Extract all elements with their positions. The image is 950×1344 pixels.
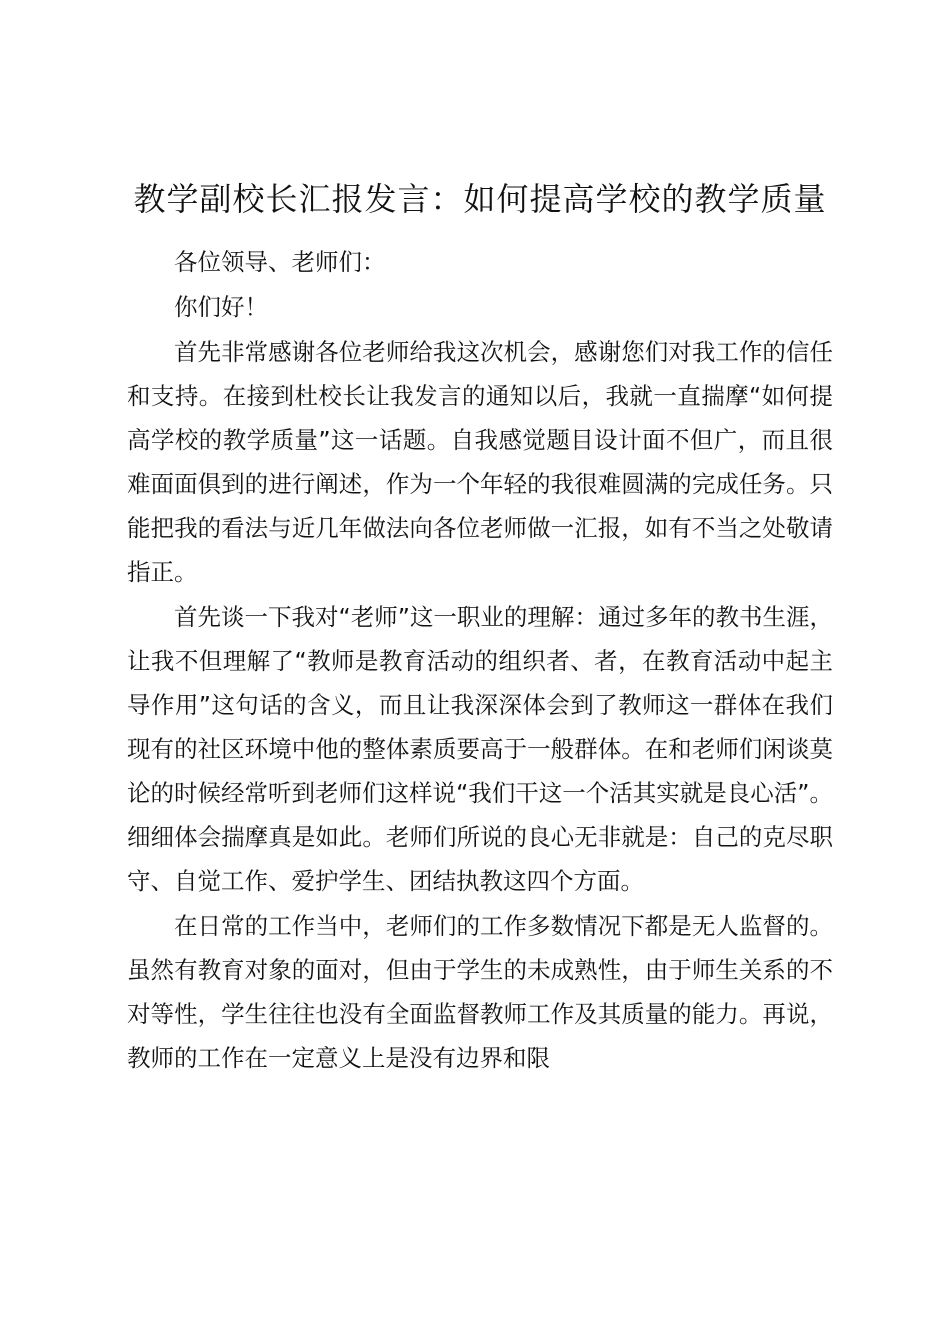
document-page	[127, 172, 833, 1081]
salutation: 各位领导、老师们：	[174, 248, 386, 276]
paragraph-1: 首先非常感谢各位老师给我这次机会，感谢您们对我工作的信任和支持。在接到杜校长让我发言的通知以后，我就一直揣摩“如何提高学校的教学质量”这一话题。自我感觉题目设计面不但广，而且很难面面俱到的进行阐述，作为一个年轻的我很难圆满的完成任务。只能把我的看法与近几年做法向各位老师做一汇报，如有不当之处敬请指正。	[127, 338, 833, 586]
paragraph-2: 首先谈一下我对“老师”这一职业的理解：通过多年的教书生涯，让我不但理解了“教师是教育活动的组织者、者，在教育活动中起主导作用”这句话的含义，而且让我深深体会到了教师这一群体在我们现有的社区环境中他的整体素质要高于一般群体。在和老师们闲谈莫论的时候经常听到老师们这样说“我们干这一个活其实就是良心活”。细细体会揣摩真是如此。老师们所说的良心无非就是：自己的克尽职守、自觉工作、爱护学生、团结执教这四个方面。	[127, 603, 833, 895]
document-title: 教学副校长汇报发言：如何提高学校的教学质量	[133, 180, 827, 218]
paragraph-3: 在日常的工作当中，老师们的工作多数情况下都是无人监督的。虽然有教育对象的面对，但由于学生的未成熟性，由于师生关系的不对等性，学生往往也没有全面监督教师工作及其质量的能力。再说，教师的工作在一定意义上是没有边界和限	[127, 912, 833, 1072]
greeting: 你们好！	[174, 293, 268, 321]
